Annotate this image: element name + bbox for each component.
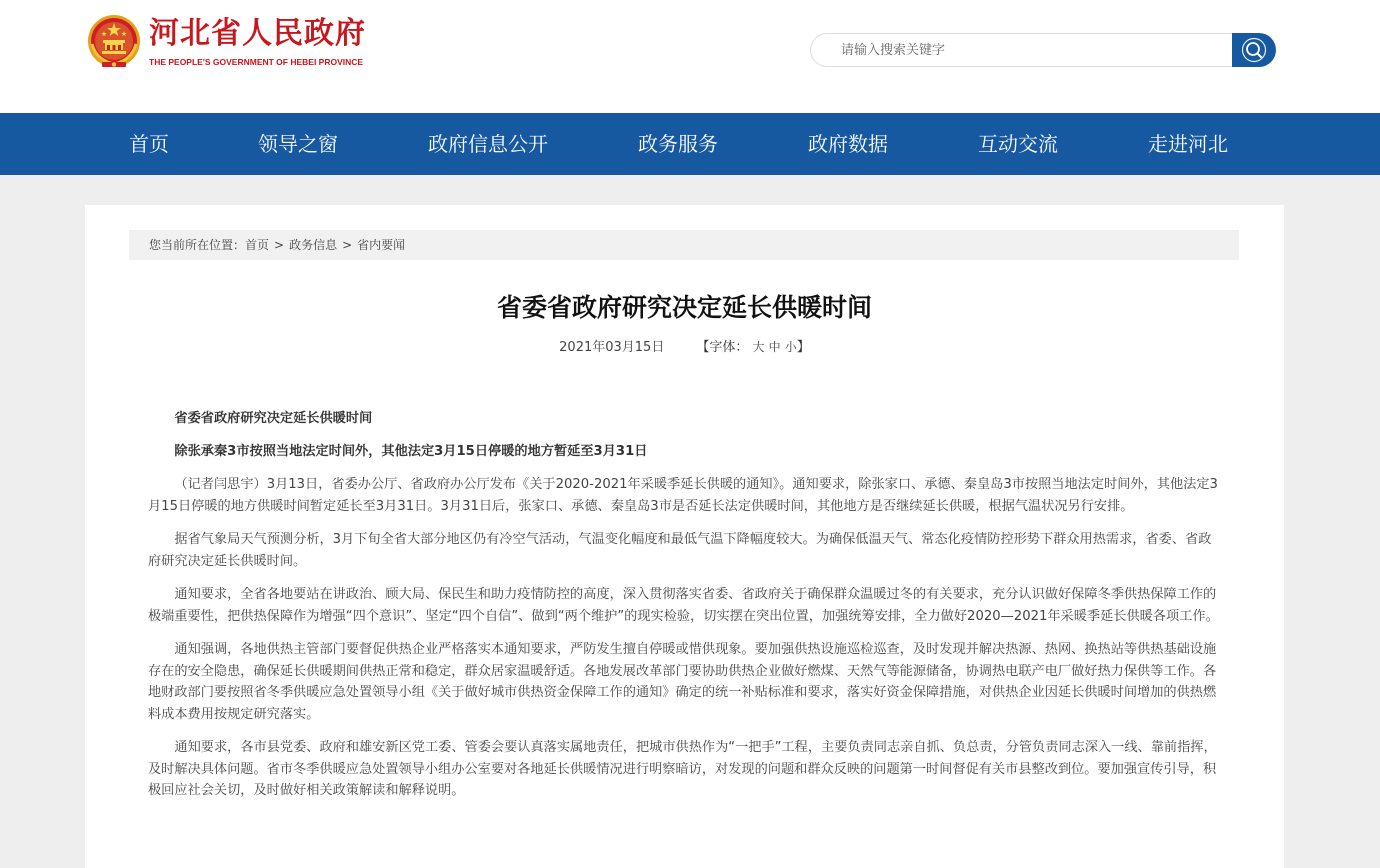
font-size-large[interactable]: 大 xyxy=(752,340,765,354)
publish-date: 2021年03月15日 xyxy=(559,340,665,355)
article-paragraph: （记者闫思宇）3月13日，省委办公厅、省政府办公厅发布《关于2020-2021年采暖季延长供暖的通知》。通知要求，除张家口、承德、秦皇岛3市按照当地法定时间外，其他法定3月15日停暖的地方供暖时间暂定延长至3月31日。3月31日后，张家口、承德、秦皇岛3市是否延长法定供暖时间，其他地方是否继续延长供暖，根据气温状况另行安排。 xyxy=(148,477,1218,514)
article-heading: 省委省政府研究决定延长供暖时间 xyxy=(174,411,373,426)
article-paragraph: 通知强调，各地供热主管部门要督促供热企业严格落实本通知要求，严防发生擅自停暖或惜供现象。要加强供热设施巡检巡查，及时发现并解决热源、热网、换热站等供热基础设施存在的安全隐患，确保延长供暖期间供热正常和稳定，群众居家温暖舒适。各地发展改革部门要协助供热企业做好燃煤、天然气等能源储备，协调热电联产电厂做好热力保供等工作。各地财政部门要按照省冬季供暖应急处置领导小组《关于做好城市供热资金保障工作的通知》确定的统一补贴标准和要求，落实好资金保障措施，对供热企业因延长供暖时间增加的供热燃料成本费用按规定研究落实。 xyxy=(148,642,1217,722)
font-size-label: 【字体： xyxy=(696,340,749,355)
breadcrumb-separator: > xyxy=(274,238,285,252)
article-paragraph: 通知要求，全省各地要站在讲政治、顾大局、保民生和助力疫情防控的高度，深入贯彻落实省委、省政府关于确保群众温暖过冬的有关要求，充分认识做好保障冬季供热保障工作的极端重要性，把供热保障作为增强“四个意识”、坚定“四个自信”、做到“两个维护”的现实检验，切实摆在突出位置，加强统筹安排，全力做好2020—2021年采暖季延长供暖各项工作。 xyxy=(148,587,1219,624)
article-paragraph: 通知要求，各市县党委、政府和雄安新区党工委、管委会要认真落实属地责任，把城市供热作为“一把手”工程，主要负责同志亲自抓、负总责，分管负责同志深入一线、靠前指挥，及时解决具体问题。省市冬季供暖应急处置领导小组办公室要对各地延长供暖情况进行明察暗访，对发现的问题和群众反映的问题第一时间督促有关市县整改到位。要加强宣传引导，积极回应社会关切，及时做好相关政策解读和解释说明。 xyxy=(148,740,1217,798)
breadcrumb-gov-news[interactable]: 政务信息 xyxy=(289,238,338,252)
search-bar xyxy=(810,33,1276,67)
nav-item-gov-info[interactable]: 政府信息公开 xyxy=(428,132,548,156)
search-button[interactable] xyxy=(1232,33,1276,67)
search-input[interactable] xyxy=(810,33,1232,67)
nav-item-about-hebei[interactable]: 走进河北 xyxy=(1148,132,1228,156)
font-size-close: 】 xyxy=(796,340,810,355)
article-body xyxy=(148,408,1220,814)
site-header xyxy=(0,0,1380,113)
breadcrumb-prefix: 您当前所在位置： xyxy=(149,238,246,252)
logo-title: 河北省人民政府 xyxy=(149,16,366,51)
site-logo[interactable] xyxy=(86,14,366,74)
article-meta xyxy=(85,336,1284,359)
content-panel xyxy=(85,205,1284,868)
national-emblem-icon xyxy=(86,14,142,70)
nav-item-home[interactable]: 首页 xyxy=(129,132,169,156)
nav-item-data[interactable]: 政府数据 xyxy=(808,132,888,156)
nav-item-leaders[interactable]: 领导之窗 xyxy=(258,132,338,156)
font-size-small[interactable]: 小 xyxy=(784,340,797,354)
breadcrumb xyxy=(129,230,1239,260)
font-size-medium[interactable]: 中 xyxy=(768,340,781,354)
breadcrumb-province-news[interactable]: 省内要闻 xyxy=(357,238,406,252)
article-subheading: 除张承秦3市按照当地法定时间外，其他法定3月15日停暖的地方暂延至3月31日 xyxy=(174,443,648,459)
breadcrumb-separator: > xyxy=(342,238,353,252)
magnifier-icon xyxy=(1241,37,1267,63)
page-title: 省委省政府研究决定延长供暖时间 xyxy=(496,293,872,322)
logo-subtitle: THE PEOPLE'S GOVERNMENT OF HEBEI PROVINCE xyxy=(149,57,364,67)
nav-item-services[interactable]: 政务服务 xyxy=(638,132,718,156)
article-paragraph: 据省气象局天气预测分析，3月下旬全省大部分地区仍有冷空气活动，气温变化幅度和最低气温下降幅度较大。为确保低温天气、常态化疫情防控形势下群众用热需求，省委、省政府研究决定延长供暖时间。 xyxy=(148,532,1212,569)
main-nav xyxy=(0,113,1380,175)
breadcrumb-home[interactable]: 首页 xyxy=(245,238,270,252)
nav-item-interaction[interactable]: 互动交流 xyxy=(978,132,1058,156)
